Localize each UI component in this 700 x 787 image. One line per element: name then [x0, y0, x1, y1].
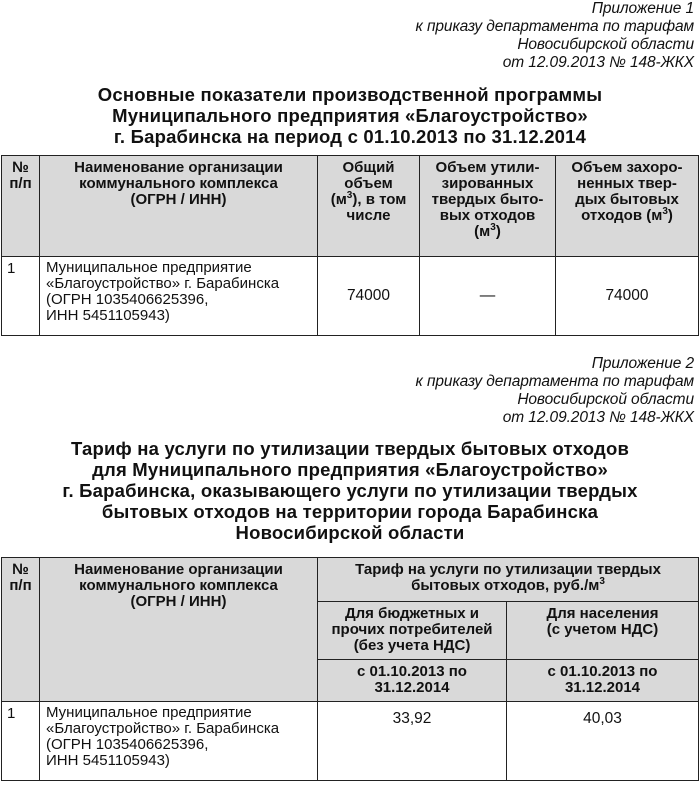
appendix-1-heading — [416, 0, 694, 72]
organization-name: Муниципальное предприятие «Благоустройство» г. Барабинска (ОГРН 1035406625396, ИНН 5451105943) — [40, 702, 318, 781]
col-header-tariff: Тариф на услуги по утилизации твердых бытовых отходов, $руб./м^3$ — [318, 558, 699, 602]
row-number: 1 — [2, 702, 40, 781]
appendix-1-line: Приложение 1 — [591, 0, 694, 17]
col-header-organization: Наименование организации коммунального комплекса (ОГРН / ИНН) — [40, 156, 318, 257]
table-2-header-row — [2, 558, 699, 602]
appendix-1-line: Новосибирской области — [517, 36, 694, 53]
appendix-2-line: Приложение 2 — [591, 355, 694, 372]
col-header-population: Для населения (с учетом НДС) — [507, 602, 699, 660]
row-number: 1 — [2, 257, 40, 336]
title-2-line: для Муниципального предприятия «Благоустройство» — [92, 459, 608, 480]
appendix-2-line: Новосибирской области — [517, 391, 694, 408]
title-1-line: Основные показатели производственной программы — [97, 84, 603, 105]
col-header-period-budget: с 01.10.2013 по 31.12.2014 — [318, 660, 507, 702]
title-2 — [0, 438, 700, 543]
population-tariff-value: 40,03 — [507, 702, 699, 781]
title-1-line: г. Барабинска на период с 01.10.2013 по 31.12.2014 — [113, 126, 587, 147]
title-2-line: Новосибирской области — [235, 522, 465, 543]
appendix-2-line: к приказу департамента по тарифам — [415, 373, 694, 390]
total-volume-value: 74000 — [318, 257, 420, 336]
col-header-organization: Наименование организации коммунального комплекса (ОГРН / ИНН) — [40, 558, 318, 702]
appendix-2-heading — [416, 355, 694, 427]
appendix-2-line: от 12.09.2013 № 148-ЖКХ — [502, 409, 694, 426]
budget-tariff-value: 33,92 — [318, 702, 507, 781]
appendix-1-line: к приказу департамента по тарифам — [415, 18, 694, 35]
table-1-header-row — [2, 156, 699, 257]
col-header-total-volume: Общий объем $(м^3)$, в том числе — [318, 156, 420, 257]
organization-name: Муниципальное предприятие «Благоустройство» г. Барабинска (ОГРН 1035406625396, ИНН 5451105943) — [40, 257, 318, 336]
title-2-line: бытовых отходов на территории города Барабинска — [101, 501, 599, 522]
title-1-line: Муниципального предприятия «Благоустройство» — [112, 105, 588, 126]
col-header-number: № п/п — [2, 156, 40, 257]
col-header-period-population: с 01.10.2013 по 31.12.2014 — [507, 660, 699, 702]
appendix-1-line: от 12.09.2013 № 148-ЖКХ — [502, 54, 694, 71]
col-header-utilized-volume: Объем утили- зированных твердых быто- вых отходов $(м^3)$ — [420, 156, 556, 257]
tariff-table — [1, 557, 699, 781]
buried-volume-value: 74000 — [556, 257, 699, 336]
col-header-budget-consumers: Для бюджетных и прочих потребителей (без учета НДС) — [318, 602, 507, 660]
production-indicators-table — [1, 155, 699, 336]
utilized-volume-value: — — [420, 257, 556, 336]
title-2-line: г. Барабинска, оказывающего услуги по утилизации твердых — [62, 480, 638, 501]
title-2-line: Тариф на услуги по утилизации твердых бытовых отходов — [70, 438, 630, 459]
title-1 — [0, 84, 700, 147]
table-row — [2, 702, 699, 781]
table-row — [2, 257, 699, 336]
col-header-number: № п/п — [2, 558, 40, 702]
col-header-buried-volume: Объем захоро- ненных твер- дых бытовых отходов $(м^3)$ — [556, 156, 699, 257]
